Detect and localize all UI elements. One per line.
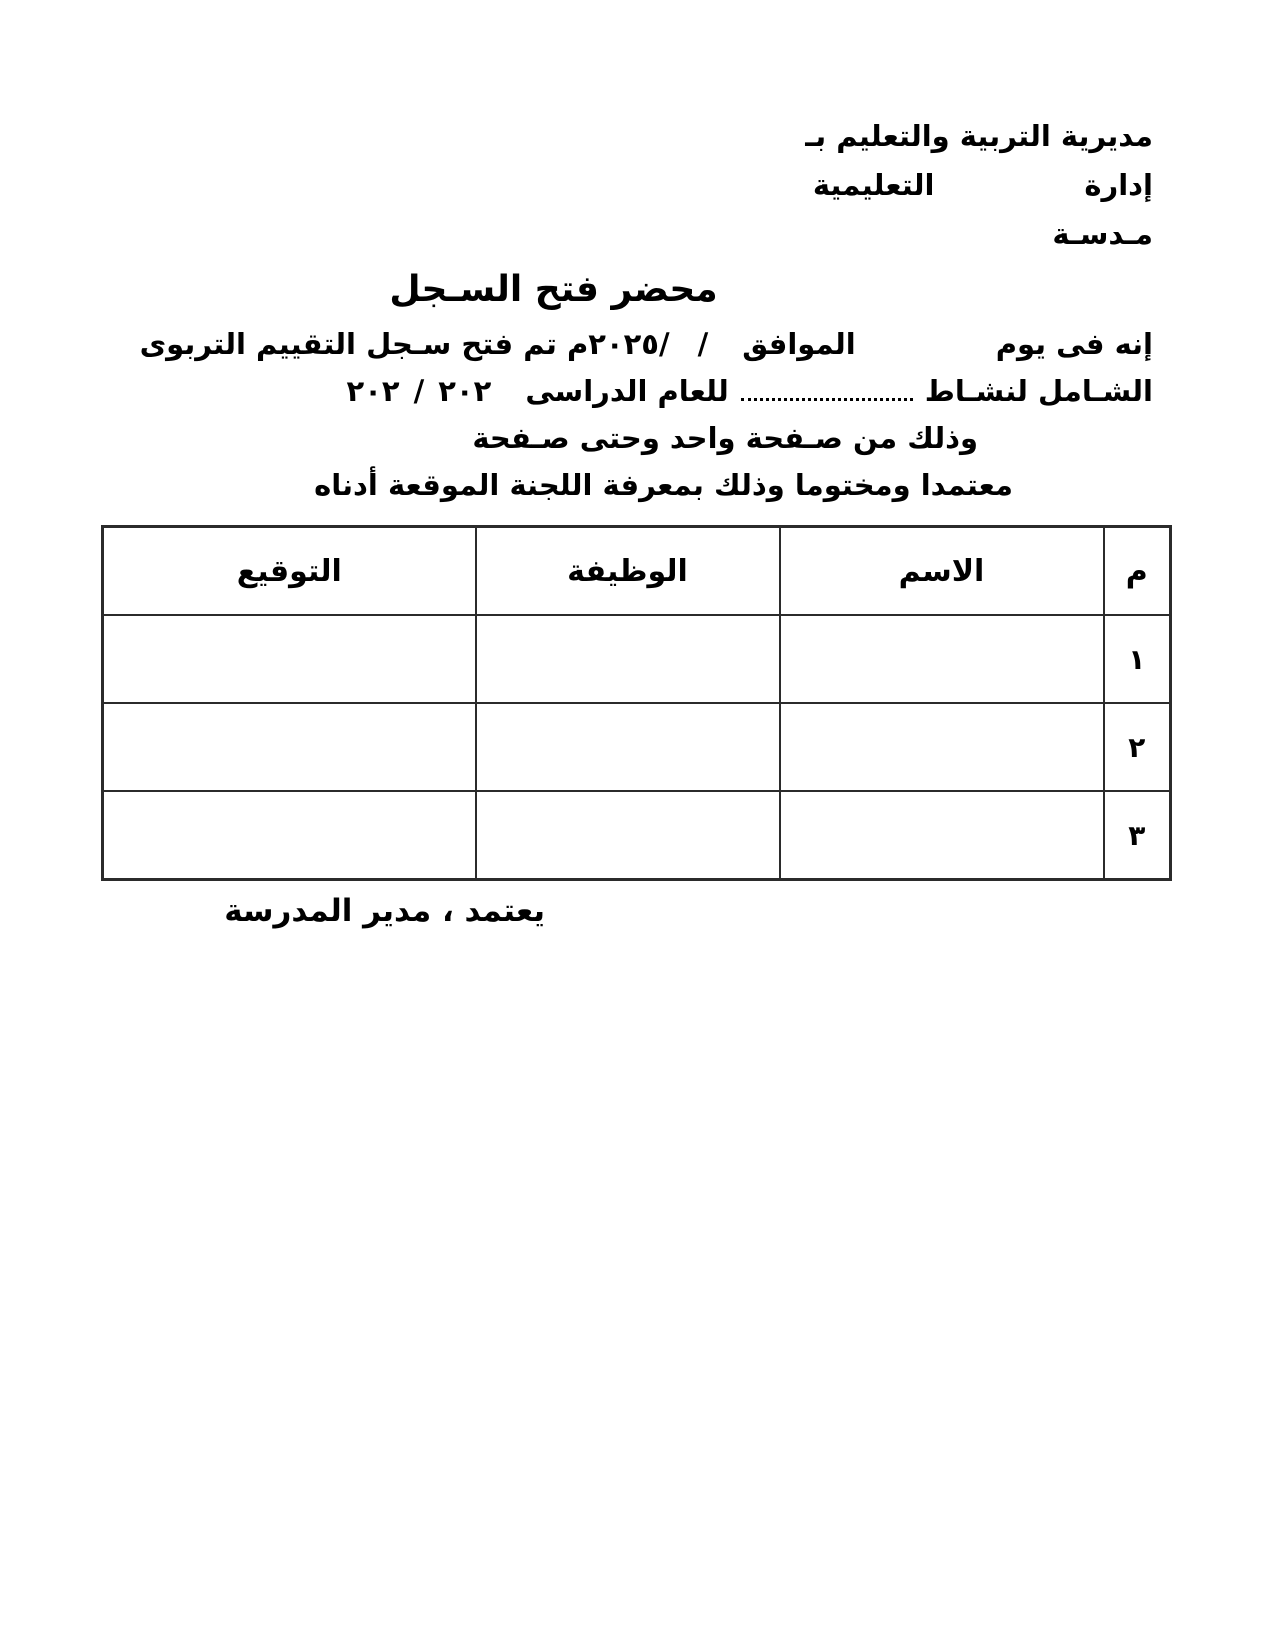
year-end-digits: ٢٠٢ (346, 374, 400, 408)
row-number: ١ (1104, 615, 1171, 703)
pages-range-text: وذلك من صـفحة واحد وحتى صـفحة (472, 421, 978, 455)
comprehensive-activity-label: الشـامل لنشـاط (924, 374, 1153, 408)
empty-name-cell (780, 703, 1104, 791)
principal-approval-text: يعتمد ، مدير المدرسة (224, 893, 545, 929)
year-slash: / (413, 374, 425, 408)
directorate-label: مديرية التربية والتعليم بـ (805, 119, 1153, 153)
blank-day-name (856, 350, 996, 354)
approval-footer (0, 889, 1275, 933)
directorate-line (0, 112, 1153, 161)
row-number: ٣ (1104, 791, 1171, 880)
blank-day-number (708, 350, 742, 354)
header-number: م (1104, 527, 1171, 616)
body-line-1 (80, 321, 1153, 368)
blank-year2-digit (400, 397, 414, 401)
committee-table (101, 525, 1172, 881)
empty-signature-cell (103, 615, 476, 703)
empty-job-cell (476, 791, 780, 880)
empty-job-cell (476, 615, 780, 703)
header-name: الاسم (780, 527, 1104, 616)
body-line-4 (80, 462, 1153, 509)
school-line (0, 210, 1153, 259)
date-year-and-statement: /٢٠٢٥م تم فتح سـجل التقييم التربوى (139, 327, 670, 361)
blank-activity-dotted-line (741, 392, 913, 401)
blank-month-number (670, 350, 698, 354)
corresponding-label: الموافق (742, 327, 856, 361)
empty-name-cell (780, 615, 1104, 703)
administration-label: إدارة (1084, 168, 1153, 202)
body-paragraph (0, 321, 1275, 509)
school-label: مـدسـة (1052, 217, 1153, 251)
row-number: ٢ (1104, 703, 1171, 791)
blank-year1-digit (424, 397, 438, 401)
empty-name-cell (780, 791, 1104, 880)
spacer (491, 397, 525, 401)
educational-label: التعليمية (812, 168, 935, 202)
table-header-row (103, 527, 1171, 616)
administration-line (0, 161, 1153, 210)
page-title: محضر فتح السـجل (389, 269, 718, 310)
date-slash: / (697, 327, 709, 361)
table-row (103, 615, 1171, 703)
header-signature: التوقيع (103, 527, 476, 616)
committee-statement-text: معتمدا ومختوما وذلك بمعرفة اللجنة الموقعة أدناه (314, 468, 1013, 502)
empty-signature-cell (103, 791, 476, 880)
empty-signature-cell (103, 703, 476, 791)
year-start-digits: ٢٠٢ (438, 374, 492, 408)
table-row (103, 703, 1171, 791)
admin-header (0, 112, 1275, 259)
body-line-2 (80, 368, 1153, 415)
header-job: الوظيفة (476, 527, 780, 616)
opening-day-text: إنه فى يوم (995, 327, 1153, 361)
school-year-label: للعام الدراسى (525, 374, 729, 408)
body-line-3 (80, 415, 1153, 462)
table-row (103, 791, 1171, 880)
blank-administration-name (934, 191, 1084, 195)
empty-job-cell (476, 703, 780, 791)
